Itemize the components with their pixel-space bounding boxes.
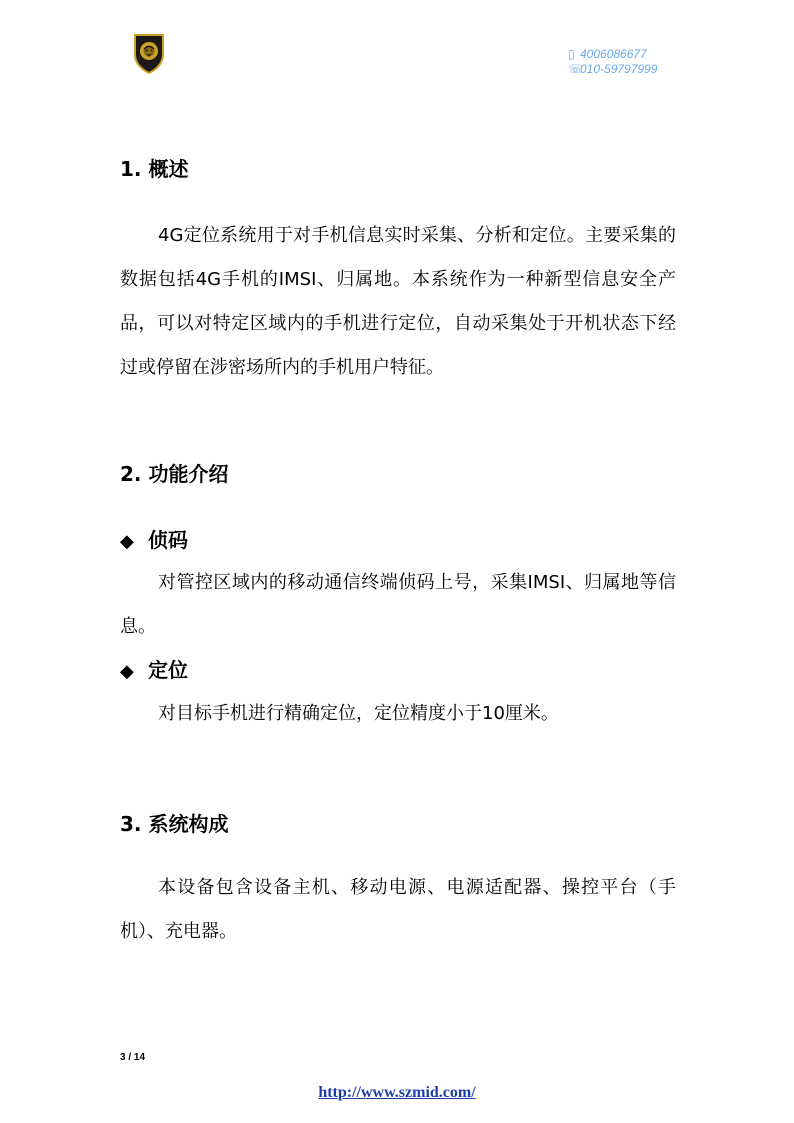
header-contact	[568, 47, 657, 77]
section-2-title: 2. 功能介绍	[120, 462, 229, 486]
subsection-locate-label: 定位	[148, 658, 188, 682]
page-number: 3 / 14	[120, 1052, 146, 1063]
telephone-icon: ☏	[568, 62, 584, 76]
diamond-bullet-icon: ◆	[120, 661, 134, 682]
subsection-detect-label: 侦码	[148, 528, 188, 552]
subsection-detect-paragraph: 对管控区域内的移动通信终端侦码上号，采集IMSI、归属地等信息。	[120, 572, 676, 637]
footer-url-container	[0, 1084, 794, 1102]
website-link[interactable]: http://www.szmid.com/	[318, 1084, 476, 1101]
section-3-paragraph: 本设备包含设备主机、移动电源、电源适配器、操控平台（手机）、充电器。	[120, 877, 676, 942]
mobile-phone-icon: ▯	[568, 47, 575, 61]
subsection-locate-title	[120, 657, 188, 685]
phone-line	[568, 47, 657, 62]
phone-number: 4006086677	[580, 47, 647, 61]
company-logo	[132, 32, 166, 74]
subsection-locate-paragraph: 对目标手机进行精确定位，定位精度小于10厘米。	[158, 703, 559, 724]
lion-shield-icon	[132, 32, 166, 74]
section-1-title: 1. 概述	[120, 157, 189, 181]
section-3-title: 3. 系统构成	[120, 812, 229, 836]
diamond-bullet-icon: ◆	[120, 531, 134, 552]
subsection-detect-title	[120, 527, 188, 555]
tel-line	[568, 62, 657, 77]
tel-number: 010-59797999	[580, 62, 658, 76]
section-1-paragraph: 4G定位系统用于对手机信息实时采集、分析和定位。主要采集的数据包括4G手机的IMSI、归属地。本系统作为一种新型信息安全产品，可以对特定区域内的手机进行定位，自动采集处于开机状态下经过或停留在涉密场所内的手机用户特征。	[120, 225, 676, 378]
